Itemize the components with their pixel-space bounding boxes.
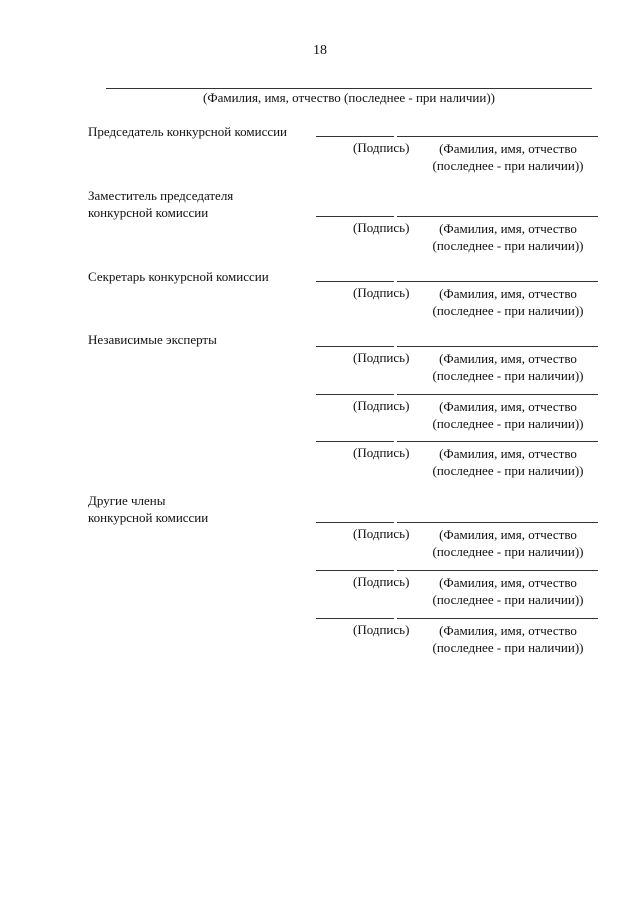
- name-caption: (Фамилия, имя, отчество (последнее - при наличии)): [203, 90, 495, 105]
- others-label-line2: конкурсной комиссии: [88, 510, 209, 525]
- signature-caption: (Подпись): [353, 285, 410, 300]
- fio-caption-line2: (последнее - при наличии)): [432, 303, 584, 318]
- fio-caption-line1: (Фамилия, имя, отчество: [439, 399, 577, 414]
- fio-caption-line2: (последнее - при наличии)): [432, 368, 584, 383]
- name-line: [106, 88, 592, 89]
- signature-line: [316, 441, 394, 442]
- secretary-label: Секретарь конкурсной комиссии: [88, 269, 269, 284]
- signature-line: [316, 522, 394, 523]
- signature-caption: (Подпись): [353, 350, 410, 365]
- fio-caption-line2: (последнее - при наличии)): [432, 416, 584, 431]
- signature-caption: (Подпись): [353, 622, 410, 637]
- signature-line: [316, 346, 394, 347]
- fio-caption-line1: (Фамилия, имя, отчество: [439, 351, 577, 366]
- page-number: 18: [313, 43, 327, 58]
- fio-caption-line2: (последнее - при наличии)): [432, 158, 584, 173]
- fio-caption-line2: (последнее - при наличии)): [432, 592, 584, 607]
- fio-caption-line2: (последнее - при наличии)): [432, 238, 584, 253]
- fio-caption-line1: (Фамилия, имя, отчество: [439, 527, 577, 542]
- deputy-label-line2: конкурсной комиссии: [88, 205, 209, 220]
- fio-caption-line1: (Фамилия, имя, отчество: [439, 141, 577, 156]
- signature-line: [316, 281, 394, 282]
- signature-caption: (Подпись): [353, 220, 410, 235]
- signature-line: [316, 394, 394, 395]
- fio-caption-line1: (Фамилия, имя, отчество: [439, 446, 577, 461]
- chairman-label: Председатель конкурсной комиссии: [88, 124, 288, 139]
- signature-caption: (Подпись): [353, 574, 410, 589]
- fio-caption-line2: (последнее - при наличии)): [432, 544, 584, 559]
- fio-caption-line1: (Фамилия, имя, отчество: [439, 623, 577, 638]
- fio-caption-line2: (последнее - при наличии)): [432, 463, 584, 478]
- signature-caption: (Подпись): [353, 445, 410, 460]
- fio-line: [397, 522, 598, 523]
- fio-line: [397, 346, 598, 347]
- fio-line: [397, 618, 598, 619]
- signature-caption: (Подпись): [353, 140, 410, 155]
- deputy-label-line1: Заместитель председателя: [88, 188, 234, 203]
- fio-caption-line2: (последнее - при наличии)): [432, 640, 584, 655]
- fio-line: [397, 281, 598, 282]
- fio-line: [397, 394, 598, 395]
- signature-line: [316, 136, 394, 137]
- signature-caption: (Подпись): [353, 526, 410, 541]
- signature-line: [316, 570, 394, 571]
- fio-line: [397, 216, 598, 217]
- fio-caption-line1: (Фамилия, имя, отчество: [439, 286, 577, 301]
- experts-label: Независимые эксперты: [88, 332, 217, 347]
- fio-caption-line1: (Фамилия, имя, отчество: [439, 575, 577, 590]
- fio-line: [397, 570, 598, 571]
- fio-line: [397, 441, 598, 442]
- signature-line: [316, 618, 394, 619]
- fio-line: [397, 136, 598, 137]
- others-label-line1: Другие члены: [88, 493, 166, 508]
- signature-line: [316, 216, 394, 217]
- fio-caption-line1: (Фамилия, имя, отчество: [439, 221, 577, 236]
- signature-caption: (Подпись): [353, 398, 410, 413]
